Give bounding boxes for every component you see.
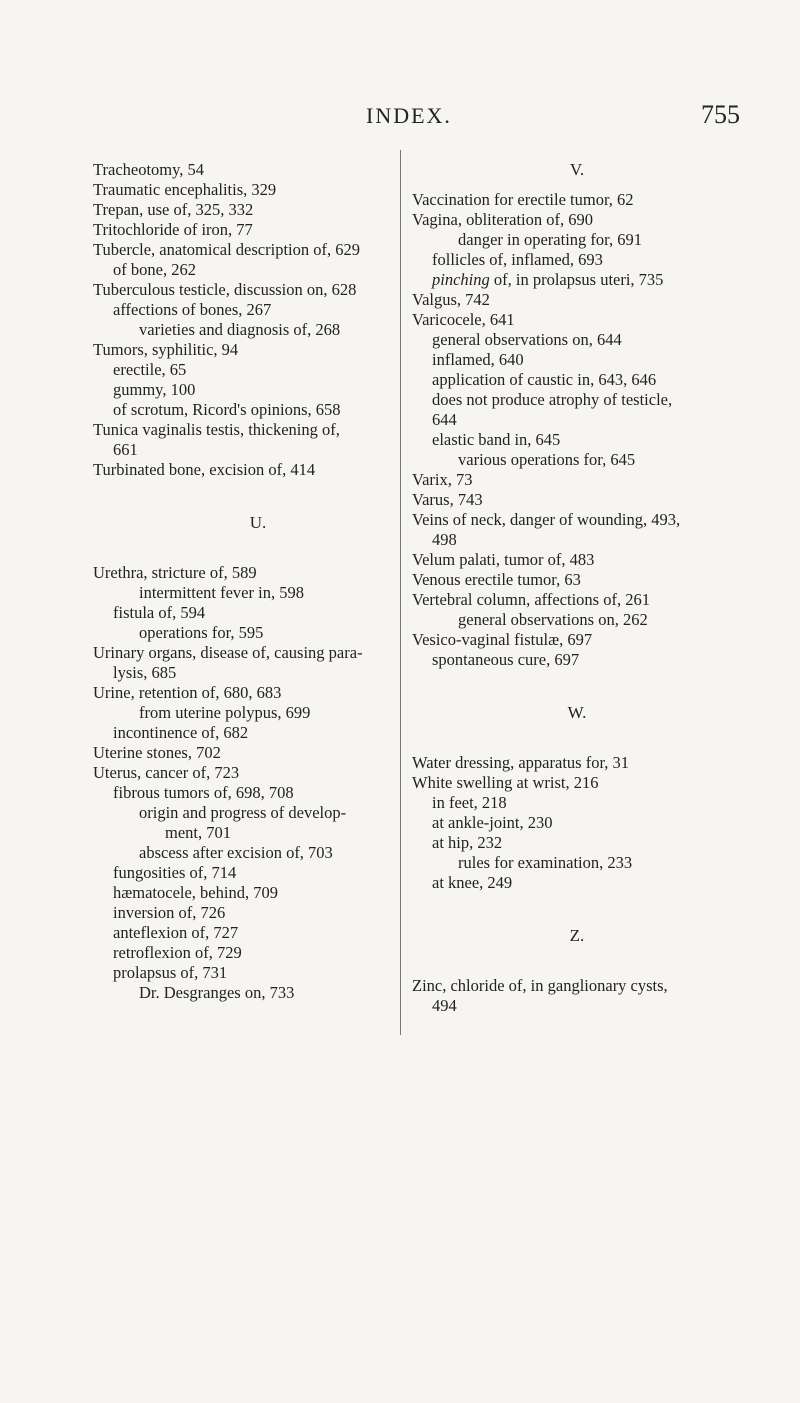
index-entry: varieties and diagnosis of, 268 (139, 320, 341, 339)
index-entry: inflamed, 640 (432, 350, 524, 369)
index-entry: Uterus, cancer of, 723 (93, 763, 240, 782)
section-heading: W. (567, 703, 587, 722)
index-entry: Tritochloride of iron, 77 (93, 220, 253, 239)
index-entry: spontaneous cure, 697 (432, 650, 580, 669)
index-entry: erectile, 65 (113, 360, 187, 379)
index-entry: Uterine stones, 702 (93, 743, 221, 762)
index-entry: operations for, 595 (139, 623, 264, 642)
index-entry: ment, 701 (165, 823, 231, 842)
index-entry: Veins of neck, danger of wounding, 493, (412, 510, 681, 529)
index-entry: Vertebral column, affections of, 261 (412, 590, 650, 609)
index-entry: of bone, 262 (113, 260, 196, 279)
index-entry: Water dressing, apparatus for, 31 (412, 753, 630, 772)
page-title: INDEX. (366, 103, 452, 128)
index-entry: Varicocele, 641 (412, 310, 515, 329)
index-entry: Trepan, use of, 325, 332 (93, 200, 254, 219)
index-entry: Tracheotomy, 54 (93, 160, 205, 179)
index-entry: Tubercle, anatomical description of, 629 (93, 240, 360, 259)
index-entry: prolapsus of, 731 (113, 963, 228, 982)
index-entry: at hip, 232 (432, 833, 503, 852)
index-entry: inversion of, 726 (113, 903, 226, 922)
index-entry: gummy, 100 (113, 380, 196, 399)
page-header (0, 100, 800, 133)
index-entry: Urethra, stricture of, 589 (93, 563, 257, 582)
section-heading: Z. (569, 926, 585, 945)
index-entry: Varus, 743 (412, 490, 483, 509)
index-entry-italic: pinching (432, 270, 490, 289)
index-entry: fistula of, 594 (113, 603, 206, 622)
index-entry: Vaccination for erectile tumor, 62 (412, 190, 634, 209)
index-entry: White swelling at wrist, 216 (412, 773, 599, 792)
page-number: 755 (701, 100, 740, 129)
index-entry: Tunica vaginalis testis, thickening of, (93, 420, 340, 439)
index-entry (412, 270, 742, 290)
index-entry: from uterine polypus, 699 (139, 703, 311, 722)
index-entry: at ankle-joint, 230 (432, 813, 553, 832)
index-entry: affections of bones, 267 (113, 300, 272, 319)
index-entry: Dr. Desgranges on, 733 (139, 983, 295, 1002)
section-heading: V. (569, 160, 585, 179)
index-entry: 494 (432, 996, 457, 1015)
index-entry: 661 (113, 440, 138, 459)
index-entry: at knee, 249 (432, 873, 513, 892)
index-entry: Tumors, syphilitic, 94 (93, 340, 239, 359)
index-entry: Vagina, obliteration of, 690 (412, 210, 594, 229)
index-entry: Velum palati, tumor of, 483 (412, 550, 595, 569)
index-entry: anteflexion of, 727 (113, 923, 239, 942)
right-column (412, 160, 742, 1016)
index-entry: 644 (432, 410, 457, 429)
index-entry: abscess after excision of, 703 (139, 843, 333, 862)
index-entry: Tuberculous testicle, discussion on, 628 (93, 280, 357, 299)
index-entry: general observations on, 644 (432, 330, 622, 349)
index-entry: rules for examination, 233 (458, 853, 633, 872)
index-entry: Venous erectile tumor, 63 (412, 570, 581, 589)
index-entry: incontinence of, 682 (113, 723, 249, 742)
index-entry: intermittent fever in, 598 (139, 583, 304, 602)
index-entry: application of caustic in, 643, 646 (432, 370, 657, 389)
index-entry-text: of, in prolapsus uteri, 735 (489, 270, 664, 289)
index-entry: Varix, 73 (412, 470, 473, 489)
index-entry: in feet, 218 (432, 793, 507, 812)
index-entry: Urine, retention of, 680, 683 (93, 683, 282, 702)
index-entry: origin and progress of develop- (139, 803, 347, 822)
index-entry: follicles of, inflamed, 693 (432, 250, 603, 269)
index-entry: Vesico-vaginal fistulæ, 697 (412, 630, 593, 649)
index-entry: fibrous tumors of, 698, 708 (113, 783, 294, 802)
section-heading: U. (249, 513, 267, 532)
index-entry: various operations for, 645 (458, 450, 636, 469)
index-entry: Turbinated bone, excision of, 414 (93, 460, 316, 479)
index-entry: lysis, 685 (113, 663, 177, 682)
index-entry: Valgus, 742 (412, 290, 490, 309)
index-entry: does not produce atrophy of testicle, (432, 390, 673, 409)
index-entry: 498 (432, 530, 457, 549)
index-entry: Zinc, chloride of, in ganglionary cysts, (412, 976, 668, 995)
index-entry: elastic band in, 645 (432, 430, 561, 449)
index-entry: danger in operating for, 691 (458, 230, 642, 249)
left-column (93, 160, 423, 1003)
index-entry: of scrotum, Ricord's opinions, 658 (113, 400, 341, 419)
index-entry: fungosities of, 714 (113, 863, 237, 882)
index-entry: hæmatocele, behind, 709 (113, 883, 278, 902)
index-entry: retroflexion of, 729 (113, 943, 242, 962)
index-entry: Urinary organs, disease of, causing para- (93, 643, 363, 662)
index-entry: Traumatic encephalitis, 329 (93, 180, 277, 199)
index-entry: general observations on, 262 (458, 610, 648, 629)
